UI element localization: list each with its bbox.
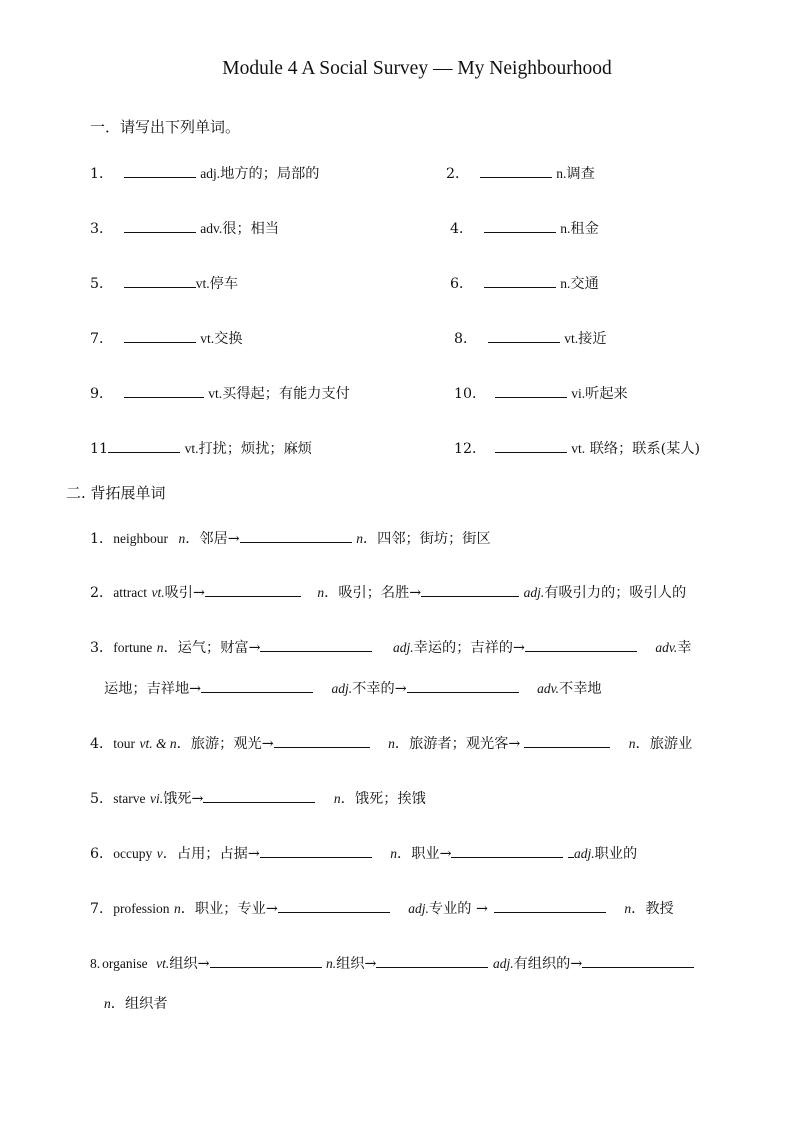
part-of-speech: n. (560, 276, 571, 291)
base-word: neighbour (113, 531, 168, 546)
answer-blank[interactable] (376, 953, 488, 968)
answer-blank[interactable] (124, 163, 196, 178)
meaning: ．教授 (631, 901, 674, 917)
item-number: 3． (90, 221, 114, 237)
vocab-item-8 (454, 328, 607, 348)
item-number: 4． (450, 221, 474, 237)
answer-blank[interactable] (488, 328, 560, 343)
part-of-speech: n (356, 531, 363, 546)
part-of-speech: vt. (208, 386, 223, 401)
answer-blank[interactable] (124, 328, 196, 343)
part-of-speech: vt. (200, 331, 215, 346)
meaning: 交通 (570, 276, 599, 292)
part-of-speech: n. (556, 166, 567, 181)
meaning: ．占用；占据→ (162, 846, 260, 862)
meaning: 幸运的；吉祥的→ (413, 640, 525, 656)
meaning: 租金 (570, 221, 599, 237)
base-word: profession (113, 901, 170, 916)
answer-blank[interactable] (407, 678, 519, 693)
vocab-item-6 (450, 273, 599, 293)
item-number: 11 (90, 441, 109, 457)
part-of-speech: n (388, 736, 395, 751)
meaning: ．运气；财富→ (163, 640, 261, 656)
meaning: ．旅游；观光→ (176, 736, 274, 752)
item-number: 5． (90, 276, 114, 292)
item-number: 2． (446, 166, 470, 182)
part-of-speech: vi. (149, 791, 164, 806)
item-number: 12． (454, 441, 487, 457)
answer-blank[interactable] (484, 218, 556, 233)
meaning: ．组织者 (110, 996, 168, 1012)
part-of-speech: n (624, 901, 632, 916)
meaning: 打扰；烦扰；麻烦 (198, 441, 312, 457)
meaning: ．邻居→ (185, 531, 240, 547)
meaning: 接近 (578, 331, 607, 347)
part-of-speech: vt. (184, 441, 199, 456)
part-of-speech: n (156, 640, 164, 655)
answer-blank[interactable] (108, 438, 180, 453)
expand-item-3-continued (104, 678, 602, 698)
answer-blank[interactable] (480, 163, 552, 178)
part-of-speech: n (317, 585, 325, 600)
section-2-heading: 二. 背拓展单词 (66, 484, 166, 502)
part-of-speech: adj. (573, 846, 595, 861)
vocab-item-10 (454, 383, 628, 403)
part-of-speech: adj. (408, 901, 429, 916)
meaning: 专业的 → (428, 901, 488, 917)
item-number: 8． (454, 331, 478, 347)
part-of-speech: n (390, 846, 397, 861)
answer-blank[interactable] (124, 273, 196, 288)
part-of-speech: adv. (655, 640, 678, 655)
item-number: 6． (90, 846, 114, 862)
meaning: 不幸地 (559, 681, 602, 697)
answer-blank[interactable] (421, 582, 519, 597)
expand-item-3 (90, 637, 691, 657)
meaning: ．职业；专业→ (180, 901, 278, 917)
answer-blank[interactable] (484, 273, 556, 288)
meaning: 有吸引力的；吸引人的 (544, 585, 687, 601)
answer-blank[interactable] (240, 528, 352, 543)
part-of-speech: adv. (537, 681, 560, 696)
part-of-speech: n. (326, 956, 337, 971)
expand-item-6 (90, 843, 637, 863)
expand-item-7 (90, 898, 674, 918)
meaning: 有组织的→ (513, 956, 583, 972)
item-number: 10． (454, 386, 487, 402)
expand-item-8-continued (104, 993, 168, 1013)
item-number: 7． (90, 331, 114, 347)
part-of-speech: adj. (331, 681, 353, 696)
part-of-speech: n (178, 531, 186, 546)
part-of-speech: adj. (492, 956, 514, 971)
item-number: 1． (90, 166, 114, 182)
item-number: 5． (90, 791, 114, 807)
meaning: 地方的；局部的 (220, 166, 320, 182)
part-of-speech: vi. (571, 386, 586, 401)
item-number: 8. (90, 956, 101, 971)
meaning: ．四邻；街坊；街区 (362, 531, 491, 547)
part-of-speech: vt. & n (139, 736, 177, 751)
expand-item-1 (90, 528, 491, 548)
item-number: 3． (90, 640, 114, 656)
meaning: ．职业→ (397, 846, 452, 862)
part-of-speech: adj. (200, 166, 221, 181)
meaning: 吸引→ (164, 585, 205, 601)
part-of-speech: n. (560, 221, 571, 236)
meaning: ．旅游业 (635, 736, 693, 752)
vocab-item-2 (446, 163, 595, 183)
meaning: ．旅游者；观光客→ (394, 736, 521, 752)
answer-blank[interactable] (451, 843, 563, 858)
base-word: occupy (113, 846, 153, 861)
meaning: 停车 (209, 276, 239, 292)
answer-blank[interactable] (203, 788, 315, 803)
vocab-item-7 (90, 328, 243, 348)
base-word: starve (113, 791, 146, 806)
answer-blank[interactable] (201, 678, 313, 693)
vocab-item-12 (454, 438, 700, 458)
meaning: 联络；联系(某人) (589, 441, 701, 457)
meaning: 组织→ (336, 956, 377, 972)
item-number: 2． (90, 585, 114, 601)
meaning: 幸 (677, 640, 692, 656)
part-of-speech: n (628, 736, 636, 751)
item-number: 9． (90, 386, 114, 402)
meaning: 组织→ (169, 956, 210, 972)
part-of-speech: vt. (195, 276, 210, 291)
expand-item-5 (90, 788, 426, 808)
meaning: 调查 (566, 166, 595, 182)
part-of-speech: vt. (571, 441, 586, 456)
section-1-heading: 一．请写出下列单词。 (90, 118, 241, 136)
meaning: ．吸引；名胜→ (324, 585, 422, 601)
meaning: 职业的 (594, 846, 638, 862)
expand-item-8 (90, 953, 694, 973)
vocab-item-1 (90, 163, 319, 183)
vocab-item-9 (90, 383, 350, 403)
item-number: 1． (90, 531, 114, 547)
base-word: tour (113, 736, 135, 751)
vocab-item-5 (90, 273, 238, 293)
part-of-speech: vt. (564, 331, 579, 346)
meaning: ．饿死；挨饿 (340, 791, 426, 807)
meaning: 听起来 (585, 386, 628, 402)
part-of-speech: n (333, 791, 341, 806)
vocab-item-3 (90, 218, 279, 238)
answer-blank[interactable] (210, 953, 322, 968)
part-of-speech: vt. (151, 585, 165, 600)
answer-blank[interactable] (260, 843, 372, 858)
base-word: organise (102, 956, 148, 971)
expand-item-2 (90, 582, 686, 602)
meaning: 交换 (214, 331, 243, 347)
item-number: 6． (450, 276, 474, 292)
base-word: fortune (113, 640, 153, 655)
answer-blank[interactable] (124, 383, 204, 398)
answer-blank[interactable] (124, 218, 196, 233)
answer-blank[interactable] (260, 637, 372, 652)
item-number: 4． (90, 736, 114, 752)
meaning: 运地；吉祥地→ (104, 681, 202, 697)
expand-item-4 (90, 733, 692, 753)
part-of-speech: adj. (393, 640, 414, 655)
part-of-speech: n (173, 901, 181, 916)
part-of-speech: adv. (200, 221, 223, 236)
part-of-speech: v (156, 846, 163, 861)
answer-blank[interactable] (494, 898, 606, 913)
answer-blank[interactable] (524, 733, 610, 748)
meaning: 饿死→ (163, 791, 204, 807)
answer-blank[interactable] (205, 582, 301, 597)
base-word: attract (113, 585, 147, 600)
answer-blank[interactable] (525, 637, 637, 652)
vocab-item-4 (450, 218, 599, 238)
answer-blank[interactable] (274, 733, 370, 748)
answer-blank[interactable] (582, 953, 694, 968)
answer-blank[interactable] (495, 438, 567, 453)
meaning: 买得起；有能力支付 (222, 386, 350, 402)
part-of-speech: n (104, 996, 111, 1011)
answer-blank[interactable] (495, 383, 567, 398)
part-of-speech: adj. (523, 585, 545, 600)
answer-blank[interactable] (278, 898, 390, 913)
page-title: Module 4 A Social Survey — My Neighbourhood (222, 58, 612, 79)
vocab-item-11 (90, 438, 312, 458)
part-of-speech: vt. (156, 956, 170, 971)
meaning: 很；相当 (222, 221, 280, 237)
meaning: 不幸的→ (352, 681, 407, 697)
item-number: 7． (90, 901, 114, 917)
